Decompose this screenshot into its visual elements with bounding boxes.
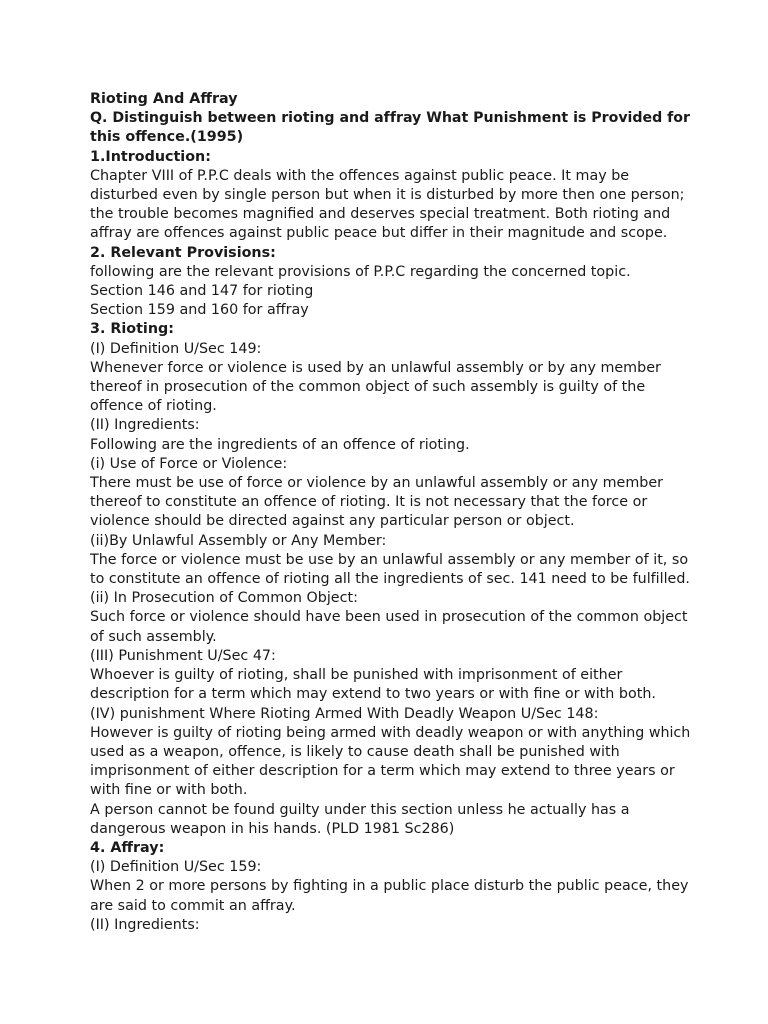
heading-line: this offence.(1995)	[90, 129, 244, 146]
body-text-line: The force or violence must be use by an unlawful assembly or any member of it, so	[90, 551, 689, 568]
body-text-line: A person cannot be found guilty under this section unless he actually has a	[90, 801, 630, 818]
body-text-line: Section 159 and 160 for affray	[90, 302, 309, 319]
body-text-line: affray are offences against public peace but differ in their magnitude and scope.	[90, 225, 668, 242]
body-text-line: Such force or violence should have been used in prosecution of the common object	[90, 609, 688, 626]
body-text-line: to constitute an offence of rioting all the ingredients of sec. 141 need to be fulfilled.	[90, 571, 690, 588]
body-text-line: following are the relevant provisions of P.P.C regarding the concerned topic.	[90, 263, 631, 280]
body-text-line: (ii) In Prosecution of Common Object:	[90, 590, 358, 607]
body-text-line: However is guilty of rioting being armed with deadly weapon or with anything which	[90, 724, 691, 741]
body-text-line: When 2 or more persons by fighting in a public place disturb the public peace, they	[90, 878, 689, 895]
body-text-line: (I) Definition U/Sec 149:	[90, 340, 262, 357]
heading-line: 3. Rioting:	[90, 321, 174, 338]
body-text-line: (II) Ingredients:	[90, 417, 200, 434]
heading-line: Rioting And Affray	[90, 91, 238, 107]
body-text-line: disturbed even by single person but when it is disturbed by more then one person;	[90, 187, 685, 204]
heading-line: 1.Introduction:	[90, 148, 211, 165]
body-text-line: (IV) punishment Where Rioting Armed With Deadly Weapon U/Sec 148:	[90, 705, 599, 722]
body-text-line: Following are the ingredients of an offence of rioting.	[90, 436, 470, 453]
heading-line: 2. Relevant Provisions:	[90, 244, 276, 261]
body-text-line: Chapter VIII of P.P.C deals with the offences against public peace. It may be	[90, 167, 630, 184]
body-text-line: used as a weapon, offence, is likely to cause death shall be punished with	[90, 743, 620, 760]
body-text-line: (II) Ingredients:	[90, 916, 200, 933]
body-text-line: Whenever force or violence is used by an unlawful assembly or by any member	[90, 359, 661, 376]
body-text-line: thereof in prosecution of the common object of such assembly is guilty of the	[90, 379, 646, 396]
body-text-line: description for a term which may extend to two years or with fine or with both.	[90, 686, 656, 703]
body-text-line: (ii)By Unlawful Assembly or Any Member:	[90, 532, 387, 549]
body-text-line: (III) Punishment U/Sec 47:	[90, 647, 276, 664]
body-text-line: with fine or with both.	[90, 782, 248, 799]
body-text-line: thereof to constitute an offence of rioting. It is not necessary that the force or	[90, 494, 648, 511]
body-text-line: of such assembly.	[90, 628, 217, 645]
heading-line: 4. Affray:	[90, 839, 165, 856]
body-text-line: are said to commit an affray.	[90, 897, 296, 914]
body-text-line: There must be use of force or violence by an unlawful assembly or any member	[90, 475, 664, 492]
body-text-line: (I) Definition U/Sec 159:	[90, 859, 262, 876]
body-text-line: dangerous weapon in his hands. (PLD 1981 Sc286)	[90, 820, 455, 837]
body-text-line: the trouble becomes magnified and deserves special treatment. Both rioting and	[90, 206, 671, 223]
body-text-line: imprisonment of either description for a term which may extend to three years or	[90, 763, 675, 780]
heading-line: Q. Distinguish between rioting and affray What Punishment is Provided for	[90, 110, 690, 127]
body-text-line: (i) Use of Force or Violence:	[90, 455, 288, 472]
body-text-line: Whoever is guilty of rioting, shall be punished with imprisonment of either	[90, 667, 623, 684]
body-text-line: offence of rioting.	[90, 398, 217, 415]
body-text-line: violence should be directed against any particular person or object.	[90, 513, 575, 530]
document-page	[90, 90, 690, 935]
body-text-line: Section 146 and 147 for rioting	[90, 283, 314, 300]
